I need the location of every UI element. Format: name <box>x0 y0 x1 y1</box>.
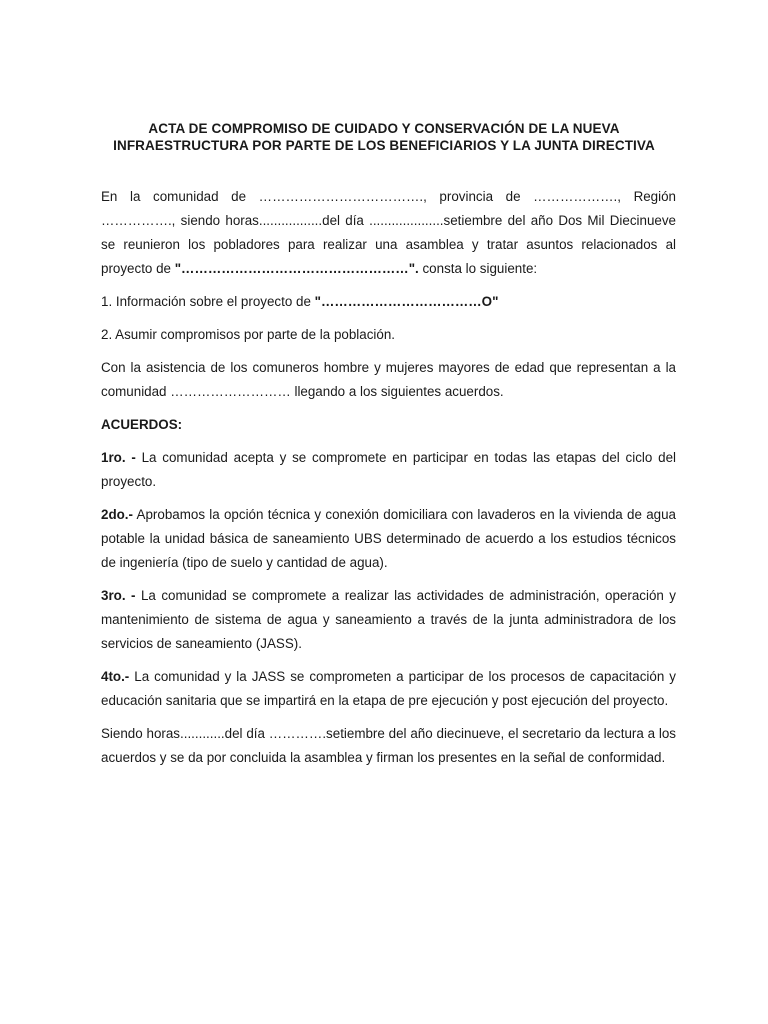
agreement-2-label: 2do.- <box>101 507 133 522</box>
attendance-paragraph: Con la asistencia de los comuneros hombre y mujeres mayores de edad que representan a la comunidad ……………………… llegando a los siguientes acuerdos. <box>101 360 676 399</box>
agreement-1-text: La comunidad acepta y se compromete en participar en todas las etapas del ciclo del proyecto. <box>101 450 676 489</box>
agenda-item-1-text: 1. Información sobre el proyecto de <box>101 294 315 309</box>
agreement-3-label: 3ro. - <box>101 588 136 603</box>
agenda-item-1-placeholder: "………………………………O" <box>314 294 499 309</box>
agreement-1 <box>101 446 676 494</box>
project-placeholder: "……………………………………………". <box>174 261 419 276</box>
title-line-2: INFRAESTRUCTURA POR PARTE DE LOS BENEFICIARIOS Y LA JUNTA DIRECTIVA <box>113 138 655 153</box>
agreements-heading: ACUERDOS: <box>101 417 183 432</box>
agreement-3 <box>101 584 676 656</box>
agreement-2 <box>101 503 676 575</box>
document-title <box>90 120 678 154</box>
document-body <box>101 185 676 779</box>
agenda-item-1 <box>101 290 676 314</box>
intro-tail: consta lo siguiente: <box>418 261 538 276</box>
agreement-2-text: Aprobamos la opción técnica y conexión domiciliara con lavaderos en la vivienda de agua potable la unidad básica de saneamiento UBS determinado de acuerdo a los estudios técnicos de ingeniería (tipo de suelo y cantidad de agua). <box>101 507 676 570</box>
agreement-4-text: La comunidad y la JASS se comprometen a participar de los procesos de capacitación y educación sanitaria que se impartirá en la etapa de pre ejecución y post ejecución del proyecto. <box>101 669 676 708</box>
closing-paragraph: Siendo horas............del día ………….setiembre del año diecinueve, el secretario da lectura a los acuerdos y se da por concluida la asamblea y firman los presentes en la señal de conformidad. <box>101 726 676 765</box>
intro-text: En la comunidad de ………………………………., provincia de ………………., Región ……………., siendo horas.................del día ....................setiembre del año Dos Mil Diecinueve se reunieron los pobladores para realizar una asamblea y tratar asuntos relacionados al proyecto de <box>101 189 676 276</box>
title-line-1: ACTA DE COMPROMISO DE CUIDADO Y CONSERVACIÓN DE LA NUEVA <box>148 121 620 136</box>
agreement-4-label: 4to.- <box>101 669 130 684</box>
agreement-3-text: La comunidad se compromete a realizar las actividades de administración, operación y mantenimiento de sistema de agua y saneamiento a través de la junta administradora de los servicios de saneamiento (JASS). <box>101 588 676 651</box>
agreement-4 <box>101 665 676 713</box>
agenda-item-2-text: 2. Asumir compromisos por parte de la población. <box>101 327 395 342</box>
agenda-item-2 <box>101 323 676 347</box>
agreement-1-label: 1ro. - <box>101 450 136 465</box>
intro-paragraph <box>101 185 676 281</box>
